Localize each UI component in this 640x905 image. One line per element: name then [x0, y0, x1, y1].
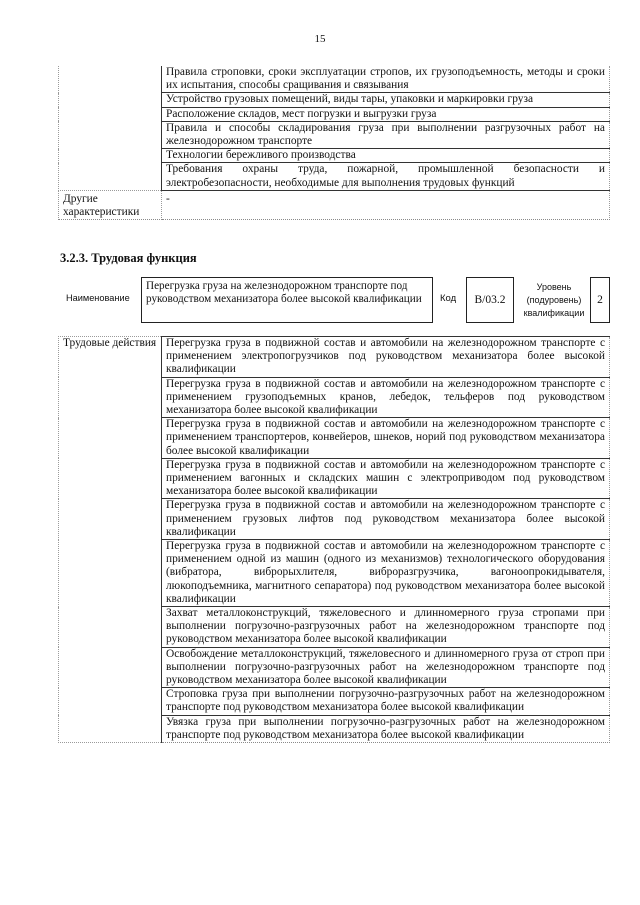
labor-action-item: Захват металлоконструкций, тяжеловесного и длинномерного груза стропами при выполнении погрузочно-разгрузочных работ на железнодорожном транспорте под руководством механизатора более высокой квалификации: [162, 607, 610, 648]
knowledge-item: Технологии бережливого производства: [162, 149, 610, 163]
level-label: Уровень (подуровень) квалификации: [523, 282, 585, 318]
other-characteristics-value: -: [162, 190, 610, 219]
labor-action-item: Перегрузка груза в подвижной состав и автомобили на железнодорожном транспорте с применением электропогрузчиков под руководством механизатора более высокой квалификации: [162, 337, 610, 378]
table-row: [59, 190, 610, 219]
labor-action-item: Перегрузка груза в подвижной состав и автомобили на железнодорожном транспорте с применением вагонных и складских машин с электроприводом под руководством механизатора более высокой квалификации: [162, 458, 610, 499]
level-box: 2: [590, 277, 610, 323]
page-number: 15: [314, 33, 326, 45]
knowledge-table: [58, 66, 610, 220]
knowledge-item: Правила строповки, сроки эксплуатации стропов, их грузоподъемность, методы и сроки их испытания, способы сращивания и связывания: [162, 66, 610, 93]
other-characteristics-label: Другие характеристики: [59, 190, 162, 219]
knowledge-item: Требования охраны труда, пожарной, промышленной безопасности и электробезопасности, необходимые для выполнения трудовых функций: [162, 163, 610, 190]
labor-action-item: Строповка груза при выполнении погрузочно-разгрузочных работ на железнодорожном транспорте под руководством механизатора более высокой квалификации: [162, 688, 610, 715]
labor-action-item: Перегрузка груза в подвижной состав и автомобили на железнодорожном транспорте с применением одной из машин (одного из механизмов) технологического оборудования (вибратора, виброрыхлителя, виброразгрузчика, вагоноопрокидывателя, люкоподъемника, магнитного сепаратора) под руководством механизатора более высокой квалификации: [162, 540, 610, 607]
knowledge-item: Устройство грузовых помещений, виды тары, упаковки и маркировки груза: [162, 93, 610, 107]
labor-actions-table: [58, 336, 610, 743]
table-row: [59, 66, 610, 93]
name-label: Наименование: [66, 293, 130, 303]
knowledge-item: Расположение складов, мест погрузки и выгрузки груза: [162, 107, 610, 121]
labor-action-item: Перегрузка груза в подвижной состав и автомобили на железнодорожном транспорте с применением грузоподъемных кранов, лебедок, тельферов под руководством механизатора более высокой квалификации: [162, 377, 610, 418]
function-name-box: Перегрузка груза на железнодорожном транспорте под руководством механизатора более высокой квалификации: [141, 277, 433, 323]
table-row: [59, 337, 610, 378]
code-box: B/03.2: [466, 277, 514, 323]
labor-action-item: Перегрузка груза в подвижной состав и автомобили на железнодорожном транспорте с применением грузовых лифтов под руководством механизатора более высокой квалификации: [162, 499, 610, 540]
code-label: Код: [440, 293, 457, 304]
labor-action-item: Освобождение металлоконструкций, тяжеловесного и длинномерного груза от строп при выполнении погрузочно-разгрузочных работ на железнодорожном транспорте под руководством механизатора более высокой квалификации: [162, 647, 610, 688]
labor-action-item: Перегрузка груза в подвижной состав и автомобили на железнодорожном транспорте с применением транспортеров, конвейеров, шнеков, норий под руководством механизатора более высокой квалификации: [162, 418, 610, 459]
knowledge-item: Правила и способы складирования груза при выполнении разгрузочных работ на железнодорожном транспорте: [162, 121, 610, 148]
labor-actions-label: Трудовые действия: [59, 337, 162, 743]
labor-action-item: Увязка груза при выполнении погрузочно-разгрузочных работ на железнодорожном транспорте под руководством механизатора более высокой квалификации: [162, 715, 610, 742]
knowledge-label-cell: [59, 66, 162, 190]
section-heading: 3.2.3. Трудовая функция: [60, 251, 197, 265]
